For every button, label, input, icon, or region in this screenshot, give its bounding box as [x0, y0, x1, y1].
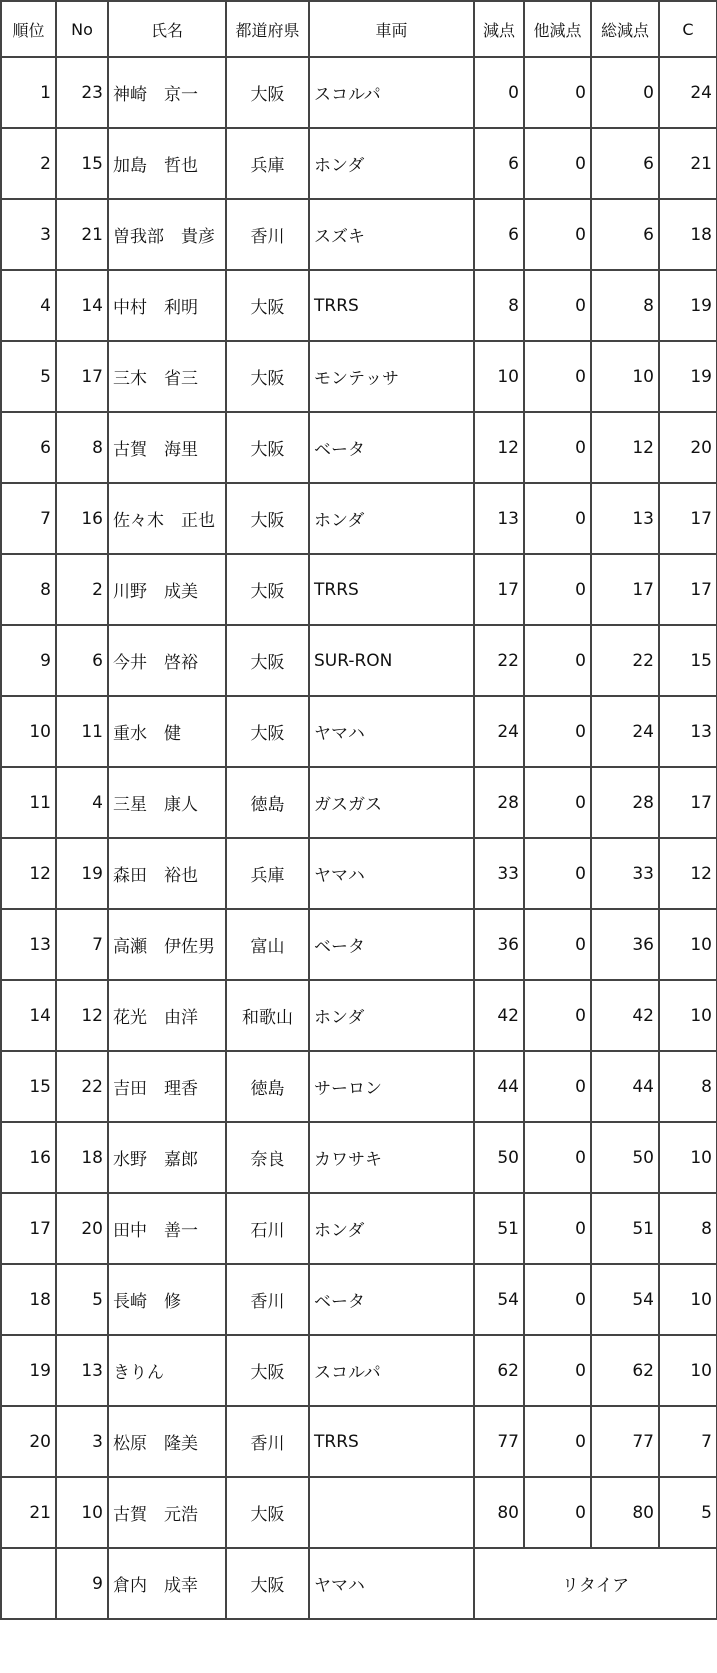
rank-cell: 13 [1, 909, 56, 980]
clean-count-cell: 5 [659, 1477, 717, 1548]
prefecture-cell: 奈良 [226, 1122, 309, 1193]
rank-cell: 3 [1, 199, 56, 270]
total-deduction-cell: 77 [591, 1406, 659, 1477]
table-row [1, 128, 717, 199]
deduction-cell: 36 [474, 909, 524, 980]
prefecture-cell: 徳島 [226, 767, 309, 838]
header-c: C [659, 1, 717, 57]
other-deduction-cell: 0 [524, 1264, 591, 1335]
vehicle-cell: ヤマハ [309, 696, 474, 767]
rank-cell: 8 [1, 554, 56, 625]
deduction-cell: 6 [474, 199, 524, 270]
table-row [1, 625, 717, 696]
clean-count-cell: 10 [659, 980, 717, 1051]
rider-name-cell: 重水 健 [108, 696, 226, 767]
other-deduction-cell: 0 [524, 1406, 591, 1477]
deduction-cell: 50 [474, 1122, 524, 1193]
rank-cell: 10 [1, 696, 56, 767]
rank-cell: 20 [1, 1406, 56, 1477]
total-deduction-cell: 10 [591, 341, 659, 412]
number-cell: 7 [56, 909, 108, 980]
clean-count-cell: 17 [659, 483, 717, 554]
rank-cell: 18 [1, 1264, 56, 1335]
number-cell: 16 [56, 483, 108, 554]
rank-cell: 12 [1, 838, 56, 909]
table-row [1, 199, 717, 270]
rank-cell: 17 [1, 1193, 56, 1264]
deduction-cell: 51 [474, 1193, 524, 1264]
number-cell: 8 [56, 412, 108, 483]
other-deduction-cell: 0 [524, 1335, 591, 1406]
clean-count-cell: 17 [659, 767, 717, 838]
prefecture-cell: 石川 [226, 1193, 309, 1264]
total-deduction-cell: 13 [591, 483, 659, 554]
prefecture-cell: 大阪 [226, 625, 309, 696]
other-deduction-cell: 0 [524, 696, 591, 767]
vehicle-cell: サーロン [309, 1051, 474, 1122]
vehicle-cell: TRRS [309, 554, 474, 625]
total-deduction-cell: 6 [591, 128, 659, 199]
rider-name-cell: 長崎 修 [108, 1264, 226, 1335]
table-row [1, 57, 717, 128]
vehicle-cell: TRRS [309, 270, 474, 341]
table-row [1, 980, 717, 1051]
rank-cell: 14 [1, 980, 56, 1051]
other-deduction-cell: 0 [524, 980, 591, 1051]
clean-count-cell: 10 [659, 909, 717, 980]
rider-name-cell: 川野 成美 [108, 554, 226, 625]
deduction-cell: 54 [474, 1264, 524, 1335]
number-cell: 17 [56, 341, 108, 412]
deduction-cell: 77 [474, 1406, 524, 1477]
deduction-cell: 33 [474, 838, 524, 909]
other-deduction-cell: 0 [524, 57, 591, 128]
clean-count-cell: 8 [659, 1051, 717, 1122]
retired-row [1, 1548, 717, 1619]
table-row [1, 1051, 717, 1122]
total-deduction-cell: 6 [591, 199, 659, 270]
rank-cell: 1 [1, 57, 56, 128]
header-no: No [56, 1, 108, 57]
deduction-cell: 6 [474, 128, 524, 199]
number-cell: 15 [56, 128, 108, 199]
vehicle-cell: スコルパ [309, 57, 474, 128]
deduction-cell: 28 [474, 767, 524, 838]
clean-count-cell: 19 [659, 341, 717, 412]
deduction-cell: 8 [474, 270, 524, 341]
clean-count-cell: 24 [659, 57, 717, 128]
rider-name-cell: 中村 利明 [108, 270, 226, 341]
rider-name-cell: 吉田 理香 [108, 1051, 226, 1122]
prefecture-cell: 大阪 [226, 412, 309, 483]
table-row [1, 1477, 717, 1548]
deduction-cell: 80 [474, 1477, 524, 1548]
total-deduction-cell: 17 [591, 554, 659, 625]
rider-name-cell: 曽我部 貴彦 [108, 199, 226, 270]
rank-cell: 7 [1, 483, 56, 554]
other-deduction-cell: 0 [524, 1477, 591, 1548]
deduction-cell: 42 [474, 980, 524, 1051]
prefecture-cell: 大阪 [226, 1477, 309, 1548]
rank-cell: 4 [1, 270, 56, 341]
prefecture-cell: 大阪 [226, 483, 309, 554]
table-row [1, 1264, 717, 1335]
deduction-cell: 13 [474, 483, 524, 554]
total-deduction-cell: 50 [591, 1122, 659, 1193]
clean-count-cell: 15 [659, 625, 717, 696]
other-deduction-cell: 0 [524, 1122, 591, 1193]
other-deduction-cell: 0 [524, 909, 591, 980]
clean-count-cell: 13 [659, 696, 717, 767]
header-row [1, 1, 717, 57]
number-cell: 12 [56, 980, 108, 1051]
number-cell: 23 [56, 57, 108, 128]
prefecture-cell: 徳島 [226, 1051, 309, 1122]
results-body [1, 57, 717, 1619]
rider-name-cell: 花光 由洋 [108, 980, 226, 1051]
deduction-cell: 10 [474, 341, 524, 412]
vehicle-cell: ガスガス [309, 767, 474, 838]
deduction-cell: 24 [474, 696, 524, 767]
other-deduction-cell: 0 [524, 199, 591, 270]
prefecture-cell: 大阪 [226, 270, 309, 341]
header-total-deduction: 総減点 [591, 1, 659, 57]
total-deduction-cell: 62 [591, 1335, 659, 1406]
other-deduction-cell: 0 [524, 838, 591, 909]
number-cell: 13 [56, 1335, 108, 1406]
clean-count-cell: 21 [659, 128, 717, 199]
prefecture-cell: 富山 [226, 909, 309, 980]
number-cell: 6 [56, 625, 108, 696]
deduction-cell: 22 [474, 625, 524, 696]
table-row [1, 1122, 717, 1193]
total-deduction-cell: 54 [591, 1264, 659, 1335]
other-deduction-cell: 0 [524, 270, 591, 341]
clean-count-cell: 18 [659, 199, 717, 270]
number-cell: 10 [56, 1477, 108, 1548]
other-deduction-cell: 0 [524, 483, 591, 554]
table-row [1, 909, 717, 980]
deduction-cell: 12 [474, 412, 524, 483]
rider-name-cell: きりん [108, 1335, 226, 1406]
vehicle-cell: カワサキ [309, 1122, 474, 1193]
clean-count-cell: 10 [659, 1264, 717, 1335]
clean-count-cell: 7 [659, 1406, 717, 1477]
vehicle-cell [309, 1477, 474, 1548]
rider-name-cell: 倉内 成幸 [108, 1548, 226, 1619]
vehicle-cell: ホンダ [309, 1193, 474, 1264]
rider-name-cell: 今井 啓裕 [108, 625, 226, 696]
vehicle-cell: ホンダ [309, 128, 474, 199]
table-row [1, 341, 717, 412]
number-cell: 18 [56, 1122, 108, 1193]
prefecture-cell: 兵庫 [226, 838, 309, 909]
total-deduction-cell: 51 [591, 1193, 659, 1264]
other-deduction-cell: 0 [524, 625, 591, 696]
number-cell: 11 [56, 696, 108, 767]
clean-count-cell: 17 [659, 554, 717, 625]
rider-name-cell: 三木 省三 [108, 341, 226, 412]
total-deduction-cell: 22 [591, 625, 659, 696]
rank-cell: 15 [1, 1051, 56, 1122]
vehicle-cell: ヤマハ [309, 1548, 474, 1619]
number-cell: 4 [56, 767, 108, 838]
deduction-cell: 0 [474, 57, 524, 128]
table-row [1, 1406, 717, 1477]
header-rank: 順位 [1, 1, 56, 57]
rider-name-cell: 佐々木 正也 [108, 483, 226, 554]
number-cell: 22 [56, 1051, 108, 1122]
rank-cell: 19 [1, 1335, 56, 1406]
vehicle-cell: TRRS [309, 1406, 474, 1477]
clean-count-cell: 19 [659, 270, 717, 341]
retired-status-cell: リタイア [474, 1548, 717, 1619]
prefecture-cell: 大阪 [226, 1548, 309, 1619]
vehicle-cell: モンテッサ [309, 341, 474, 412]
prefecture-cell: 兵庫 [226, 128, 309, 199]
vehicle-cell: ヤマハ [309, 838, 474, 909]
prefecture-cell: 大阪 [226, 554, 309, 625]
table-row [1, 554, 717, 625]
total-deduction-cell: 8 [591, 270, 659, 341]
clean-count-cell: 20 [659, 412, 717, 483]
deduction-cell: 17 [474, 554, 524, 625]
vehicle-cell: ベータ [309, 1264, 474, 1335]
vehicle-cell: ホンダ [309, 980, 474, 1051]
total-deduction-cell: 28 [591, 767, 659, 838]
prefecture-cell: 大阪 [226, 1335, 309, 1406]
total-deduction-cell: 33 [591, 838, 659, 909]
number-cell: 5 [56, 1264, 108, 1335]
prefecture-cell: 香川 [226, 199, 309, 270]
table-row [1, 696, 717, 767]
rider-name-cell: 三星 康人 [108, 767, 226, 838]
table-row [1, 483, 717, 554]
vehicle-cell: ホンダ [309, 483, 474, 554]
clean-count-cell: 12 [659, 838, 717, 909]
header-name: 氏名 [108, 1, 226, 57]
rider-name-cell: 神崎 京一 [108, 57, 226, 128]
number-cell: 19 [56, 838, 108, 909]
clean-count-cell: 10 [659, 1335, 717, 1406]
rider-name-cell: 松原 隆美 [108, 1406, 226, 1477]
number-cell: 3 [56, 1406, 108, 1477]
total-deduction-cell: 36 [591, 909, 659, 980]
vehicle-cell: SUR-RON [309, 625, 474, 696]
rider-name-cell: 高瀬 伊佐男 [108, 909, 226, 980]
prefecture-cell: 和歌山 [226, 980, 309, 1051]
table-row [1, 1335, 717, 1406]
clean-count-cell: 8 [659, 1193, 717, 1264]
rank-cell: 11 [1, 767, 56, 838]
prefecture-cell: 香川 [226, 1264, 309, 1335]
rank-cell [1, 1548, 56, 1619]
rider-name-cell: 加島 哲也 [108, 128, 226, 199]
total-deduction-cell: 24 [591, 696, 659, 767]
rider-name-cell: 水野 嘉郎 [108, 1122, 226, 1193]
total-deduction-cell: 0 [591, 57, 659, 128]
number-cell: 21 [56, 199, 108, 270]
vehicle-cell: スコルパ [309, 1335, 474, 1406]
other-deduction-cell: 0 [524, 128, 591, 199]
table-row [1, 1193, 717, 1264]
clean-count-cell: 10 [659, 1122, 717, 1193]
header-other-deduction: 他減点 [524, 1, 591, 57]
rank-cell: 21 [1, 1477, 56, 1548]
total-deduction-cell: 80 [591, 1477, 659, 1548]
number-cell: 20 [56, 1193, 108, 1264]
vehicle-cell: スズキ [309, 199, 474, 270]
other-deduction-cell: 0 [524, 1193, 591, 1264]
vehicle-cell: ベータ [309, 412, 474, 483]
other-deduction-cell: 0 [524, 1051, 591, 1122]
deduction-cell: 44 [474, 1051, 524, 1122]
number-cell: 9 [56, 1548, 108, 1619]
rider-name-cell: 田中 善一 [108, 1193, 226, 1264]
table-row [1, 838, 717, 909]
deduction-cell: 62 [474, 1335, 524, 1406]
number-cell: 2 [56, 554, 108, 625]
rider-name-cell: 古賀 海里 [108, 412, 226, 483]
other-deduction-cell: 0 [524, 767, 591, 838]
rank-cell: 2 [1, 128, 56, 199]
table-row [1, 767, 717, 838]
prefecture-cell: 大阪 [226, 57, 309, 128]
header-vehicle: 車両 [309, 1, 474, 57]
number-cell: 14 [56, 270, 108, 341]
rank-cell: 9 [1, 625, 56, 696]
header-prefecture: 都道府県 [226, 1, 309, 57]
table-row [1, 270, 717, 341]
prefecture-cell: 大阪 [226, 341, 309, 412]
prefecture-cell: 香川 [226, 1406, 309, 1477]
total-deduction-cell: 44 [591, 1051, 659, 1122]
vehicle-cell: ベータ [309, 909, 474, 980]
other-deduction-cell: 0 [524, 412, 591, 483]
total-deduction-cell: 42 [591, 980, 659, 1051]
rank-cell: 5 [1, 341, 56, 412]
header-deduction: 減点 [474, 1, 524, 57]
total-deduction-cell: 12 [591, 412, 659, 483]
prefecture-cell: 大阪 [226, 696, 309, 767]
rider-name-cell: 森田 裕也 [108, 838, 226, 909]
rider-name-cell: 古賀 元浩 [108, 1477, 226, 1548]
rank-cell: 16 [1, 1122, 56, 1193]
other-deduction-cell: 0 [524, 341, 591, 412]
rank-cell: 6 [1, 412, 56, 483]
other-deduction-cell: 0 [524, 554, 591, 625]
table-row [1, 412, 717, 483]
